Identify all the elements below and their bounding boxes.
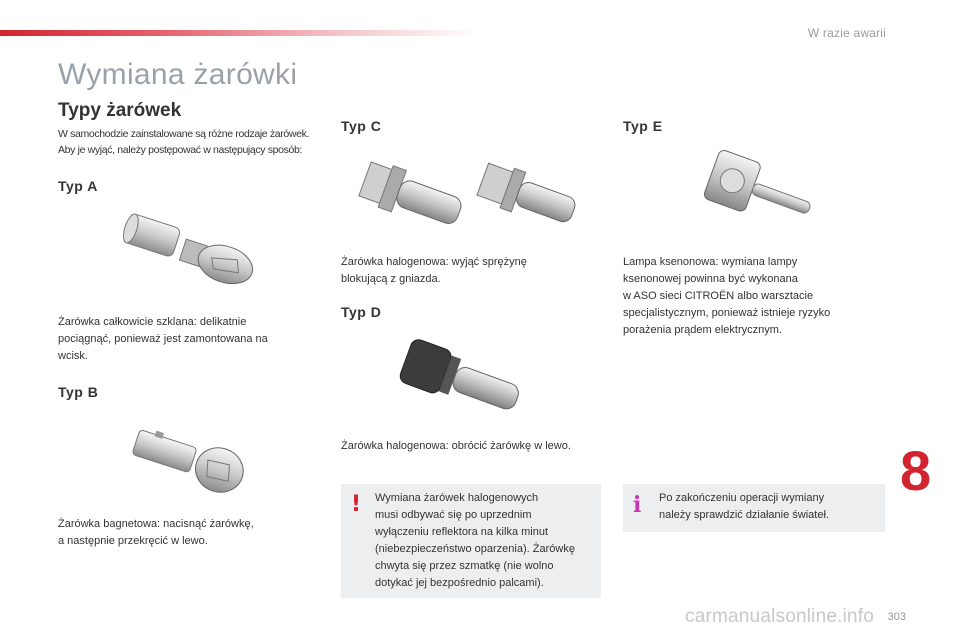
watermark: carmanualsonline.info (685, 606, 875, 627)
type-c-line: blokującą z gniazda. (341, 273, 441, 285)
info-text (659, 490, 881, 524)
type-c-description (341, 254, 591, 288)
intro-line: Aby je wyjąć, należy postępować w następujący sposób: (58, 144, 303, 156)
type-e-line: Lampa ksenonowa: wymiana lampy (623, 256, 798, 268)
type-e-description (623, 254, 883, 339)
info-line: Po zakończeniu operacji wymiany (659, 492, 825, 504)
type-a-heading: Typ A (58, 178, 98, 194)
warning-line: (niebezpieczeństwo oparzenia). Żarówkę (375, 543, 575, 555)
info-line: należy sprawdzić działanie świateł. (659, 509, 829, 521)
type-a-description (58, 314, 308, 365)
type-a-line: pociągnąć, ponieważ jest zamontowana na (58, 333, 268, 345)
type-b-description (58, 516, 308, 550)
type-b-line: a następnie przekręcić w lewo. (58, 535, 208, 547)
warning-text (375, 490, 597, 592)
type-b-line: Żarówka bagnetowa: nacisnąć żarówkę, (58, 518, 254, 530)
type-e-line: ksenonowej powinna być wykonana (623, 273, 798, 285)
intro-text (58, 126, 328, 158)
warning-line: dotykać jej bezpośrednio palcami). (375, 577, 544, 589)
info-icon: i (633, 492, 642, 518)
type-a-line: wcisk. (58, 350, 88, 362)
type-e-line: specjalistycznym, ponieważ istnieje ryzyko (623, 307, 831, 319)
section-label: W razie awarii (807, 26, 886, 40)
type-a-bulb-illustration (112, 212, 262, 294)
type-d-heading: Typ D (341, 304, 382, 320)
type-e-bulb-illustration (698, 150, 828, 236)
warning-line: musi odbywać się po uprzednim (375, 509, 532, 521)
page-title: Wymiana żarówki (58, 58, 298, 91)
warning-line: Wymiana żarówek halogenowych (375, 492, 539, 504)
warning-line: wyłączeniu reflektora na kilka minut (375, 526, 549, 538)
type-d-line: Żarówka halogenowa: obrócić żarówkę w lewo. (341, 440, 571, 452)
header-accent-bar (0, 30, 480, 36)
section-subtitle: Typy żarówek (58, 100, 182, 121)
info-box (623, 484, 885, 532)
type-b-bulb-illustration (124, 424, 252, 502)
page-number: 303 (887, 611, 906, 623)
warning-box (341, 484, 601, 598)
type-c-bulb-illustration (352, 150, 588, 242)
type-c-heading: Typ C (341, 118, 382, 134)
warning-line: chwyta się przez szmatkę (nie wolno (375, 560, 554, 572)
intro-line: W samochodzie zainstalowane są różne rodzaje żarówek. (58, 128, 310, 140)
chapter-number: 8 (900, 439, 932, 502)
type-d-bulb-illustration (396, 338, 536, 424)
type-e-heading: Typ E (623, 118, 663, 134)
type-c-line: Żarówka halogenowa: wyjąć sprężynę (341, 256, 527, 268)
type-b-heading: Typ B (58, 384, 99, 400)
type-a-line: Żarówka całkowicie szklana: delikatnie (58, 316, 247, 328)
type-e-line: w ASO sieci CITROËN albo warsztacie (623, 290, 814, 302)
type-d-description (341, 438, 611, 455)
type-e-line: porażenia prądem elektrycznym. (623, 324, 782, 336)
warning-exclamation-icon: ! (351, 492, 362, 517)
